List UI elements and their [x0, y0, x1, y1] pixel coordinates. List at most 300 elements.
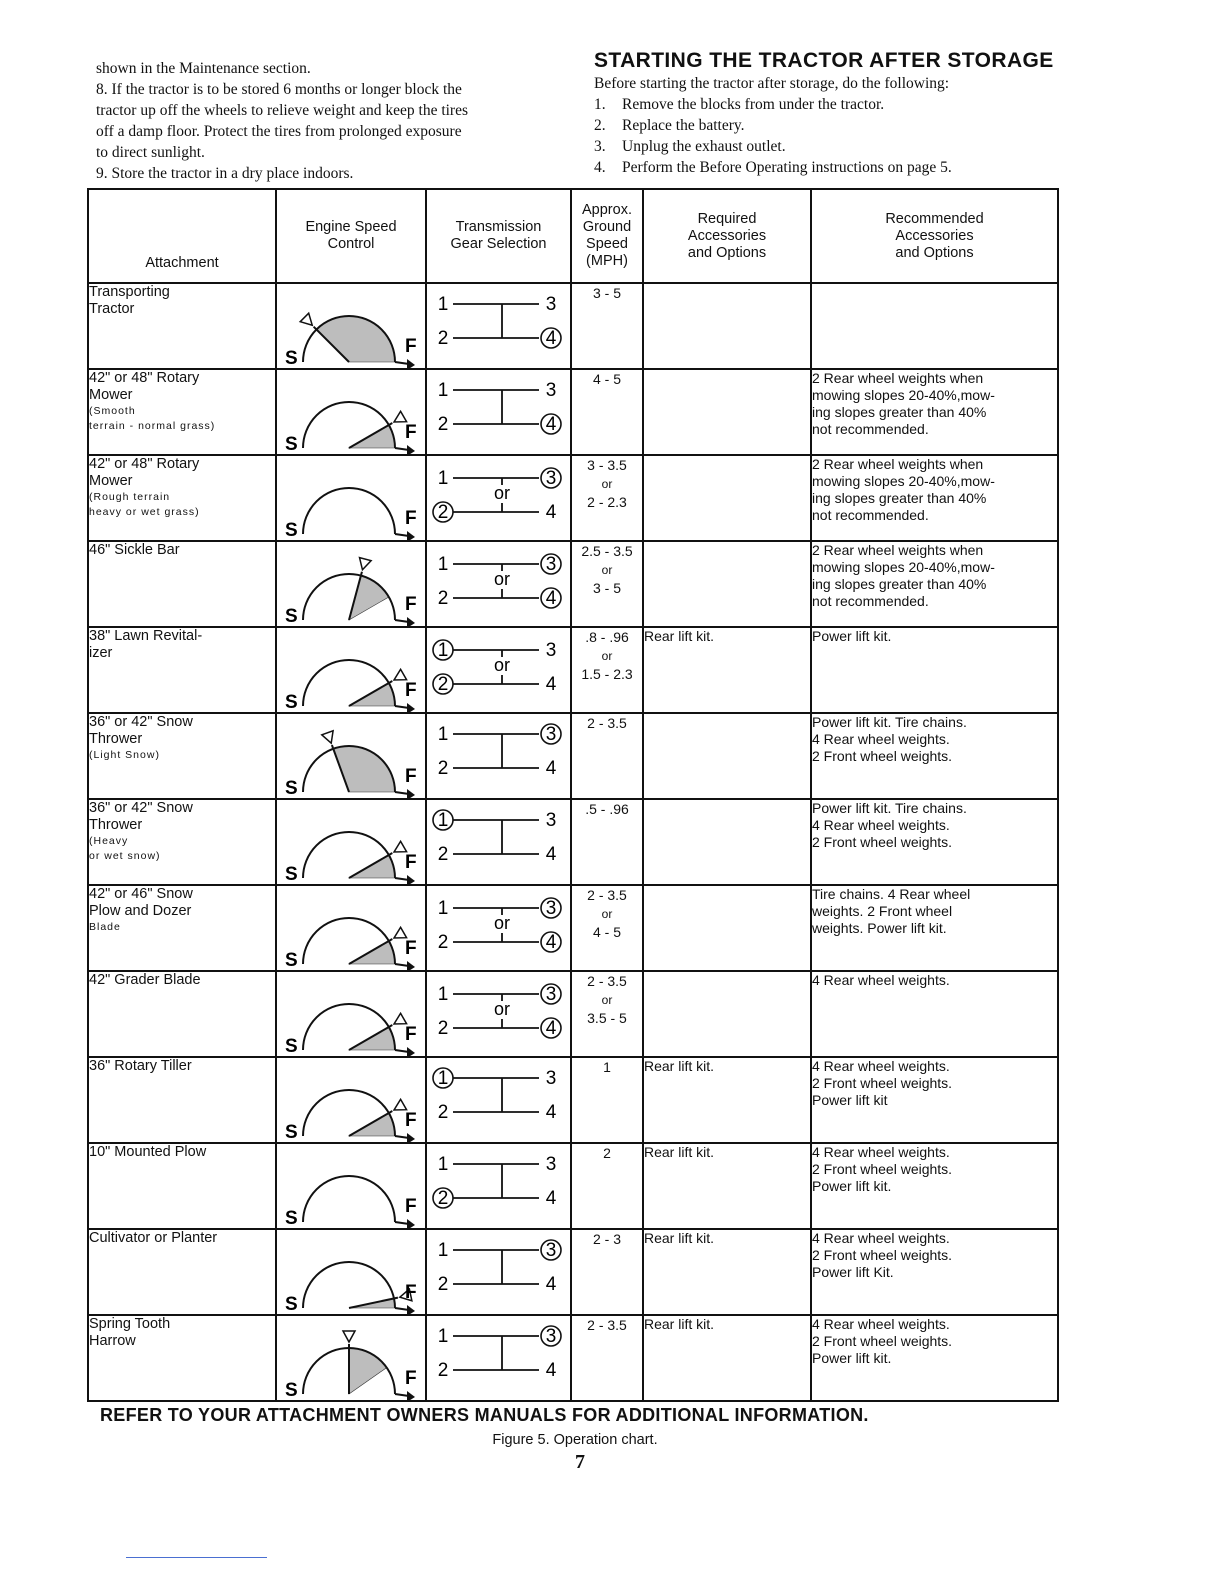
attachment-name-line1: Spring Tooth: [89, 1316, 171, 1332]
throttle-range-shading: [333, 746, 395, 792]
ground-speed-cell: [571, 283, 643, 369]
speed-value: .5 - .96: [585, 801, 629, 817]
gear-selection-diagram: [427, 1230, 569, 1314]
figure-caption: Figure 5. Operation chart.: [492, 1432, 658, 1448]
gear-or-label: or: [493, 569, 511, 589]
ground-speed-cell: [571, 627, 643, 713]
chart-row: [88, 369, 1058, 455]
recommended-accessories-cell: [811, 1057, 1058, 1143]
recommended-line: mowing slopes 20-40%,mow-: [812, 387, 995, 403]
required-accessories-cell: [643, 1057, 811, 1143]
operation-chart: [87, 188, 1059, 1402]
gear-selection-diagram: [427, 1144, 569, 1228]
gear-or-label: or: [493, 999, 511, 1019]
slow-label: S: [285, 434, 298, 454]
fast-end-stem: [395, 706, 409, 708]
gear-number-2: 2: [437, 674, 449, 695]
gear-number-1: 1: [437, 898, 449, 919]
throttle-arc: [303, 488, 395, 534]
recommended-line: weights. Power lift kit.: [812, 920, 947, 936]
speed-value-alt: 3.5 - 5: [587, 1010, 627, 1026]
gear-number-3: 3: [545, 724, 557, 745]
slow-label: S: [285, 778, 298, 798]
fast-label: F: [405, 1110, 417, 1131]
recommended-line: 4 Rear wheel weights.: [812, 731, 950, 747]
storage-line: tractor up off the wheels to relieve weight and keep the tires: [96, 102, 469, 119]
gear-selection-diagram: [427, 542, 569, 626]
attachment-name-line1: 42" or 48" Rotary: [89, 370, 200, 386]
gear-selection-diagram: [427, 714, 569, 798]
gear-number-3: 3: [545, 810, 557, 831]
speed-value-alt: 3 - 5: [592, 580, 621, 596]
chart-row: [88, 1143, 1058, 1229]
ground-speed-cell: [571, 799, 643, 885]
header-trans-line1: Transmission: [455, 219, 542, 235]
recommended-accessories-cell: [811, 799, 1058, 885]
slow-label: S: [285, 692, 298, 712]
attachment-note-line2: terrain - normal grass): [89, 420, 216, 432]
transmission-cell: [426, 541, 571, 627]
ground-speed-cell: [571, 369, 643, 455]
required-accessories-cell: [643, 1143, 811, 1229]
slow-label: S: [285, 950, 298, 970]
throttle-lever-icon: [357, 558, 371, 572]
chart-header-row: [88, 189, 1058, 283]
attachment-name-line1: 36" or 42" Snow: [89, 800, 193, 816]
throttle-dial-icon: [277, 284, 425, 368]
gear-number-1: 1: [437, 810, 449, 831]
transmission-cell: [426, 885, 571, 971]
attachment-note-line1: (Light Snow): [89, 749, 160, 761]
fast-end-stem: [395, 620, 409, 622]
gear-number-2: 2: [437, 932, 449, 953]
fast-end-stem: [395, 1222, 409, 1224]
gear-number-1: 1: [437, 1240, 449, 1261]
attachment-name-line2: izer: [89, 645, 113, 661]
header-engine-speed: [276, 189, 426, 283]
fast-end-arrow-icon: [407, 875, 415, 884]
slow-label: S: [285, 864, 298, 884]
engine-speed-cell: [276, 1143, 426, 1229]
header-req-line3: and Options: [687, 244, 767, 261]
speed-value: 2.5 - 3.5: [581, 543, 633, 559]
link-underline: [126, 1557, 267, 1558]
step-number: 3.: [594, 138, 606, 155]
header-ground-speed: [571, 189, 643, 283]
gear-selection-diagram: [427, 972, 569, 1056]
attachment-cell: [88, 1143, 276, 1229]
chart-row: [88, 541, 1058, 627]
gear-number-2: 2: [437, 844, 449, 865]
recommended-accessories-cell: [811, 455, 1058, 541]
speed-value: .8 - .96: [585, 629, 629, 645]
slow-label: S: [285, 520, 298, 540]
fast-label: F: [405, 336, 417, 357]
recommended-line: 4 Rear wheel weights.: [812, 1058, 950, 1074]
transmission-cell: [426, 627, 571, 713]
attachment-cell: [88, 369, 276, 455]
fast-label: F: [405, 1282, 417, 1303]
step-number: 1.: [594, 96, 606, 113]
fast-end-arrow-icon: [407, 1219, 415, 1228]
recommended-line: 4 Rear wheel weights.: [812, 817, 950, 833]
throttle-dial-icon: [277, 972, 425, 1056]
speed-value: 2 - 3: [592, 1231, 621, 1247]
chart-row: [88, 1229, 1058, 1315]
throttle-dial-icon: [277, 1316, 425, 1400]
engine-speed-cell: [276, 455, 426, 541]
transmission-cell: [426, 799, 571, 885]
transmission-cell: [426, 971, 571, 1057]
fast-end-arrow-icon: [407, 961, 415, 970]
attachment-note-line1: Blade: [89, 921, 121, 933]
gear-number-4: 4: [545, 844, 557, 865]
recommended-line: 2 Front wheel weights.: [812, 1075, 953, 1091]
header-rec-line1: Recommended: [885, 210, 984, 227]
starting-after-storage: [594, 50, 1064, 178]
storage-line: shown in the Maintenance section.: [96, 60, 311, 77]
recommended-accessories-cell: [811, 1229, 1058, 1315]
throttle-dial-icon: [277, 714, 425, 798]
attachment-name-line1: 46" Sickle Bar: [89, 542, 180, 558]
fast-end-arrow-icon: [407, 1047, 415, 1056]
gear-selection-diagram: [427, 800, 569, 884]
step-text: Remove the blocks from under the tractor.: [622, 96, 885, 113]
fast-end-stem: [395, 1050, 409, 1052]
chart-row: [88, 1315, 1058, 1401]
gear-selection-diagram: [427, 1316, 569, 1400]
attachment-name-line1: Cultivator or Planter: [89, 1230, 218, 1246]
attachment-cell: [88, 627, 276, 713]
speed-value-alt: 4 - 5: [592, 924, 621, 940]
gear-number-3: 3: [545, 380, 557, 401]
header-rec-line2: Accessories: [895, 227, 974, 244]
gear-number-3: 3: [545, 984, 557, 1005]
slow-label: S: [285, 1122, 298, 1142]
chart-row: [88, 799, 1058, 885]
step-number: 4.: [594, 159, 606, 176]
gear-number-1: 1: [437, 294, 449, 315]
attachment-cell: [88, 799, 276, 885]
storage-line: 8. If the tractor is to be stored 6 months or longer block the: [96, 81, 462, 98]
fast-end-stem: [395, 1394, 409, 1396]
recommended-accessories-cell: [811, 541, 1058, 627]
header-engine-line1: Engine Speed: [305, 219, 397, 235]
storage-line: to direct sunlight.: [96, 144, 205, 161]
engine-speed-cell: [276, 713, 426, 799]
recommended-accessories-cell: [811, 885, 1058, 971]
ground-speed-cell: [571, 713, 643, 799]
attachment-name-line1: Transporting: [89, 284, 170, 300]
engine-speed-cell: [276, 1229, 426, 1315]
engine-speed-cell: [276, 971, 426, 1057]
fast-label: F: [405, 1368, 417, 1389]
attachment-name-line2: Mower: [89, 387, 133, 403]
gear-number-4: 4: [545, 758, 557, 779]
recommended-line: 4 Rear wheel weights.: [812, 1316, 950, 1332]
gear-selection-diagram: [427, 370, 569, 454]
fast-label: F: [405, 680, 417, 701]
throttle-dial-icon: [277, 886, 425, 970]
attachment-name-line1: 42" Grader Blade: [89, 972, 201, 988]
recommended-line: Power lift kit. Tire chains.: [812, 714, 967, 730]
recommended-line: mowing slopes 20-40%,mow-: [812, 473, 995, 489]
recommended-line: 2 Front wheel weights.: [812, 1247, 953, 1263]
required-accessories-cell: [643, 971, 811, 1057]
gear-number-3: 3: [545, 468, 557, 489]
recommended-line: Power lift kit.: [812, 1178, 892, 1194]
recommended-line: 4 Rear wheel weights.: [812, 1144, 950, 1160]
throttle-lever-icon: [322, 731, 337, 745]
recommended-accessories-cell: [811, 713, 1058, 799]
recommended-line: 2 Front wheel weights.: [812, 834, 953, 850]
recommended-accessories-cell: [811, 627, 1058, 713]
gear-number-2: 2: [437, 502, 449, 523]
gear-number-2: 2: [437, 758, 449, 779]
speed-value: 2: [603, 1145, 611, 1161]
gear-number-2: 2: [437, 1188, 449, 1209]
gear-number-1: 1: [437, 468, 449, 489]
transmission-cell: [426, 1057, 571, 1143]
gear-number-1: 1: [437, 380, 449, 401]
slow-label: S: [285, 348, 298, 368]
attachment-cell: [88, 541, 276, 627]
throttle-dial-icon: [277, 370, 425, 454]
throttle-arc: [303, 1176, 395, 1222]
required-accessories-cell: [643, 455, 811, 541]
fast-end-stem: [395, 964, 409, 966]
throttle-dial-icon: [277, 1230, 425, 1314]
engine-speed-cell: [276, 885, 426, 971]
fast-end-stem: [395, 448, 409, 450]
speed-value: 3 - 5: [592, 285, 621, 301]
recommended-line: 2 Front wheel weights.: [812, 748, 953, 764]
step-item: [594, 157, 1064, 178]
recommended-line: Power lift kit.: [812, 628, 892, 644]
header-speed-line3: Speed: [586, 236, 628, 252]
transmission-cell: [426, 1315, 571, 1401]
recommended-line: ing slopes greater than 40%: [812, 576, 987, 592]
gear-number-4: 4: [545, 1274, 557, 1295]
gear-number-1: 1: [437, 1326, 449, 1347]
fast-end-arrow-icon: [407, 789, 415, 798]
recommended-line: mowing slopes 20-40%,mow-: [812, 559, 995, 575]
gear-or-label: or: [493, 483, 511, 503]
header-recommended: [811, 189, 1058, 283]
fast-label: F: [405, 1196, 417, 1217]
speed-value: 2 - 3.5: [587, 973, 627, 989]
required-accessories-cell: [643, 799, 811, 885]
speed-value: 2 - 3.5: [587, 715, 627, 731]
recommended-line: Tire chains. 4 Rear wheel: [812, 886, 971, 902]
gear-selection-diagram: [427, 456, 569, 540]
fast-end-stem: [395, 792, 409, 794]
transmission-cell: [426, 455, 571, 541]
throttle-range-shading: [349, 1348, 387, 1394]
header-speed-line2: Ground: [582, 219, 632, 235]
attachment-cell: [88, 455, 276, 541]
speed-value: 1: [603, 1059, 611, 1075]
fast-end-arrow-icon: [407, 1133, 415, 1142]
engine-speed-cell: [276, 283, 426, 369]
step-item: [594, 94, 1064, 115]
recommended-accessories-cell: [811, 971, 1058, 1057]
required-accessories-cell: [643, 1315, 811, 1401]
gear-number-4: 4: [545, 1188, 557, 1209]
fast-end-arrow-icon: [407, 445, 415, 454]
attachment-note-line1: (Smooth: [89, 405, 136, 417]
ground-speed-cell: [571, 1315, 643, 1401]
fast-label: F: [405, 938, 417, 959]
gear-number-1: 1: [437, 1068, 449, 1089]
page-number: 7: [575, 1451, 585, 1473]
throttle-dial-icon: [277, 456, 425, 540]
required-accessory: Rear lift kit.: [644, 628, 715, 644]
gear-number-4: 4: [545, 674, 557, 695]
gear-number-2: 2: [437, 588, 449, 609]
attachment-name-line2: Tractor: [89, 301, 135, 317]
gear-number-4: 4: [545, 1102, 557, 1123]
speed-value: 2 - 3.5: [587, 887, 627, 903]
step-text: Replace the battery.: [622, 117, 745, 134]
engine-speed-cell: [276, 369, 426, 455]
speed-or: or: [601, 993, 613, 1007]
throttle-dial-icon: [277, 542, 425, 626]
recommended-line: not recommended.: [812, 507, 929, 523]
recommended-line: ing slopes greater than 40%: [812, 490, 987, 506]
gear-or-label: or: [493, 655, 511, 675]
attachment-name-line2: Plow and Dozer: [89, 903, 192, 919]
required-accessories-cell: [643, 885, 811, 971]
required-accessories-cell: [643, 541, 811, 627]
ground-speed-cell: [571, 541, 643, 627]
required-accessories-cell: [643, 283, 811, 369]
recommended-line: 2 Rear wheel weights when: [812, 542, 984, 558]
header-trans-line2: Gear Selection: [450, 236, 547, 252]
fast-end-arrow-icon: [407, 1305, 415, 1314]
attachment-name-line2: Harrow: [89, 1333, 136, 1349]
attachment-name-line1: 42" or 46" Snow: [89, 886, 193, 902]
gear-number-2: 2: [437, 1102, 449, 1123]
recommended-line: 2 Front wheel weights.: [812, 1161, 953, 1177]
fast-end-stem: [395, 1136, 409, 1138]
chart-row: [88, 885, 1058, 971]
header-speed-line4: (MPH): [586, 253, 628, 269]
speed-value: 3 - 3.5: [587, 457, 627, 473]
fast-label: F: [405, 422, 417, 443]
fast-end-stem: [395, 362, 409, 364]
required-accessory: Rear lift kit.: [644, 1316, 715, 1332]
step-item: [594, 136, 1064, 157]
gear-selection-diagram: [427, 886, 569, 970]
gear-number-3: 3: [545, 294, 557, 315]
transmission-cell: [426, 1143, 571, 1229]
gear-number-4: 4: [545, 502, 557, 523]
fast-end-arrow-icon: [407, 359, 415, 368]
header-rec-line3: and Options: [895, 244, 974, 261]
recommended-line: not recommended.: [812, 593, 929, 609]
recommended-accessories-cell: [811, 1143, 1058, 1229]
transmission-cell: [426, 283, 571, 369]
chart-row: [88, 713, 1058, 799]
fast-label: F: [405, 766, 417, 787]
ground-speed-cell: [571, 971, 643, 1057]
throttle-range-shading: [316, 316, 395, 362]
fast-end-arrow-icon: [407, 703, 415, 712]
fast-end-arrow-icon: [407, 617, 415, 626]
gear-number-2: 2: [437, 1018, 449, 1039]
slow-label: S: [285, 1294, 298, 1314]
attachment-note-line1: (Heavy: [89, 835, 129, 847]
attachment-cell: [88, 713, 276, 799]
ground-speed-cell: [571, 1143, 643, 1229]
throttle-dial-icon: [277, 628, 425, 712]
gear-number-1: 1: [437, 640, 449, 661]
attachment-name-line2: Thrower: [89, 731, 143, 747]
gear-number-1: 1: [437, 1154, 449, 1175]
gear-number-3: 3: [545, 1326, 557, 1347]
recommended-line: Power lift Kit.: [812, 1264, 894, 1280]
transmission-cell: [426, 1229, 571, 1315]
step-text: Perform the Before Operating instructions on page 5.: [622, 159, 952, 176]
gear-number-1: 1: [437, 984, 449, 1005]
recommended-line: 4 Rear wheel weights.: [812, 1230, 950, 1246]
recommended-line: Power lift kit. Tire chains.: [812, 800, 967, 816]
slow-label: S: [285, 1380, 298, 1400]
engine-speed-cell: [276, 627, 426, 713]
gear-selection-diagram: [427, 284, 569, 368]
required-accessory: Rear lift kit.: [644, 1144, 715, 1160]
fast-end-stem: [395, 1308, 409, 1310]
speed-or: or: [601, 907, 613, 921]
step-text: Unplug the exhaust outlet.: [622, 138, 786, 155]
gear-number-1: 1: [437, 554, 449, 575]
steps-list: [594, 94, 1064, 178]
speed-or: or: [601, 477, 613, 491]
engine-speed-cell: [276, 1315, 426, 1401]
speed-value: 4 - 5: [592, 371, 621, 387]
engine-speed-cell: [276, 541, 426, 627]
gear-number-4: 4: [545, 588, 557, 609]
throttle-dial-icon: [277, 1058, 425, 1142]
gear-selection-diagram: [427, 628, 569, 712]
gear-number-2: 2: [437, 328, 449, 349]
fast-end-stem: [395, 878, 409, 880]
attachment-note-line2: or wet snow): [89, 850, 161, 862]
gear-selection-diagram: [427, 1058, 569, 1142]
fast-end-arrow-icon: [407, 1391, 415, 1400]
attachment-name-line1: 38" Lawn Revital-: [89, 628, 203, 644]
speed-or: or: [601, 563, 613, 577]
header-required: [643, 189, 811, 283]
attachment-note-line2: heavy or wet grass): [89, 506, 200, 518]
gear-number-4: 4: [545, 1018, 557, 1039]
attachment-cell: [88, 283, 276, 369]
recommended-line: Power lift kit: [812, 1092, 888, 1108]
storage-line: off a damp floor. Protect the tires from prolonged exposure: [96, 123, 462, 140]
attachment-name-line2: Thrower: [89, 817, 143, 833]
step-item: [594, 115, 1064, 136]
speed-value-alt: 2 - 2.3: [587, 494, 627, 510]
ground-speed-cell: [571, 455, 643, 541]
required-accessories-cell: [643, 713, 811, 799]
attachment-cell: [88, 1057, 276, 1143]
attachment-name-line1: 36" or 42" Snow: [89, 714, 193, 730]
gear-number-1: 1: [437, 724, 449, 745]
header-req-line2: Accessories: [687, 227, 767, 244]
ground-speed-cell: [571, 1229, 643, 1315]
gear-number-3: 3: [545, 898, 557, 919]
